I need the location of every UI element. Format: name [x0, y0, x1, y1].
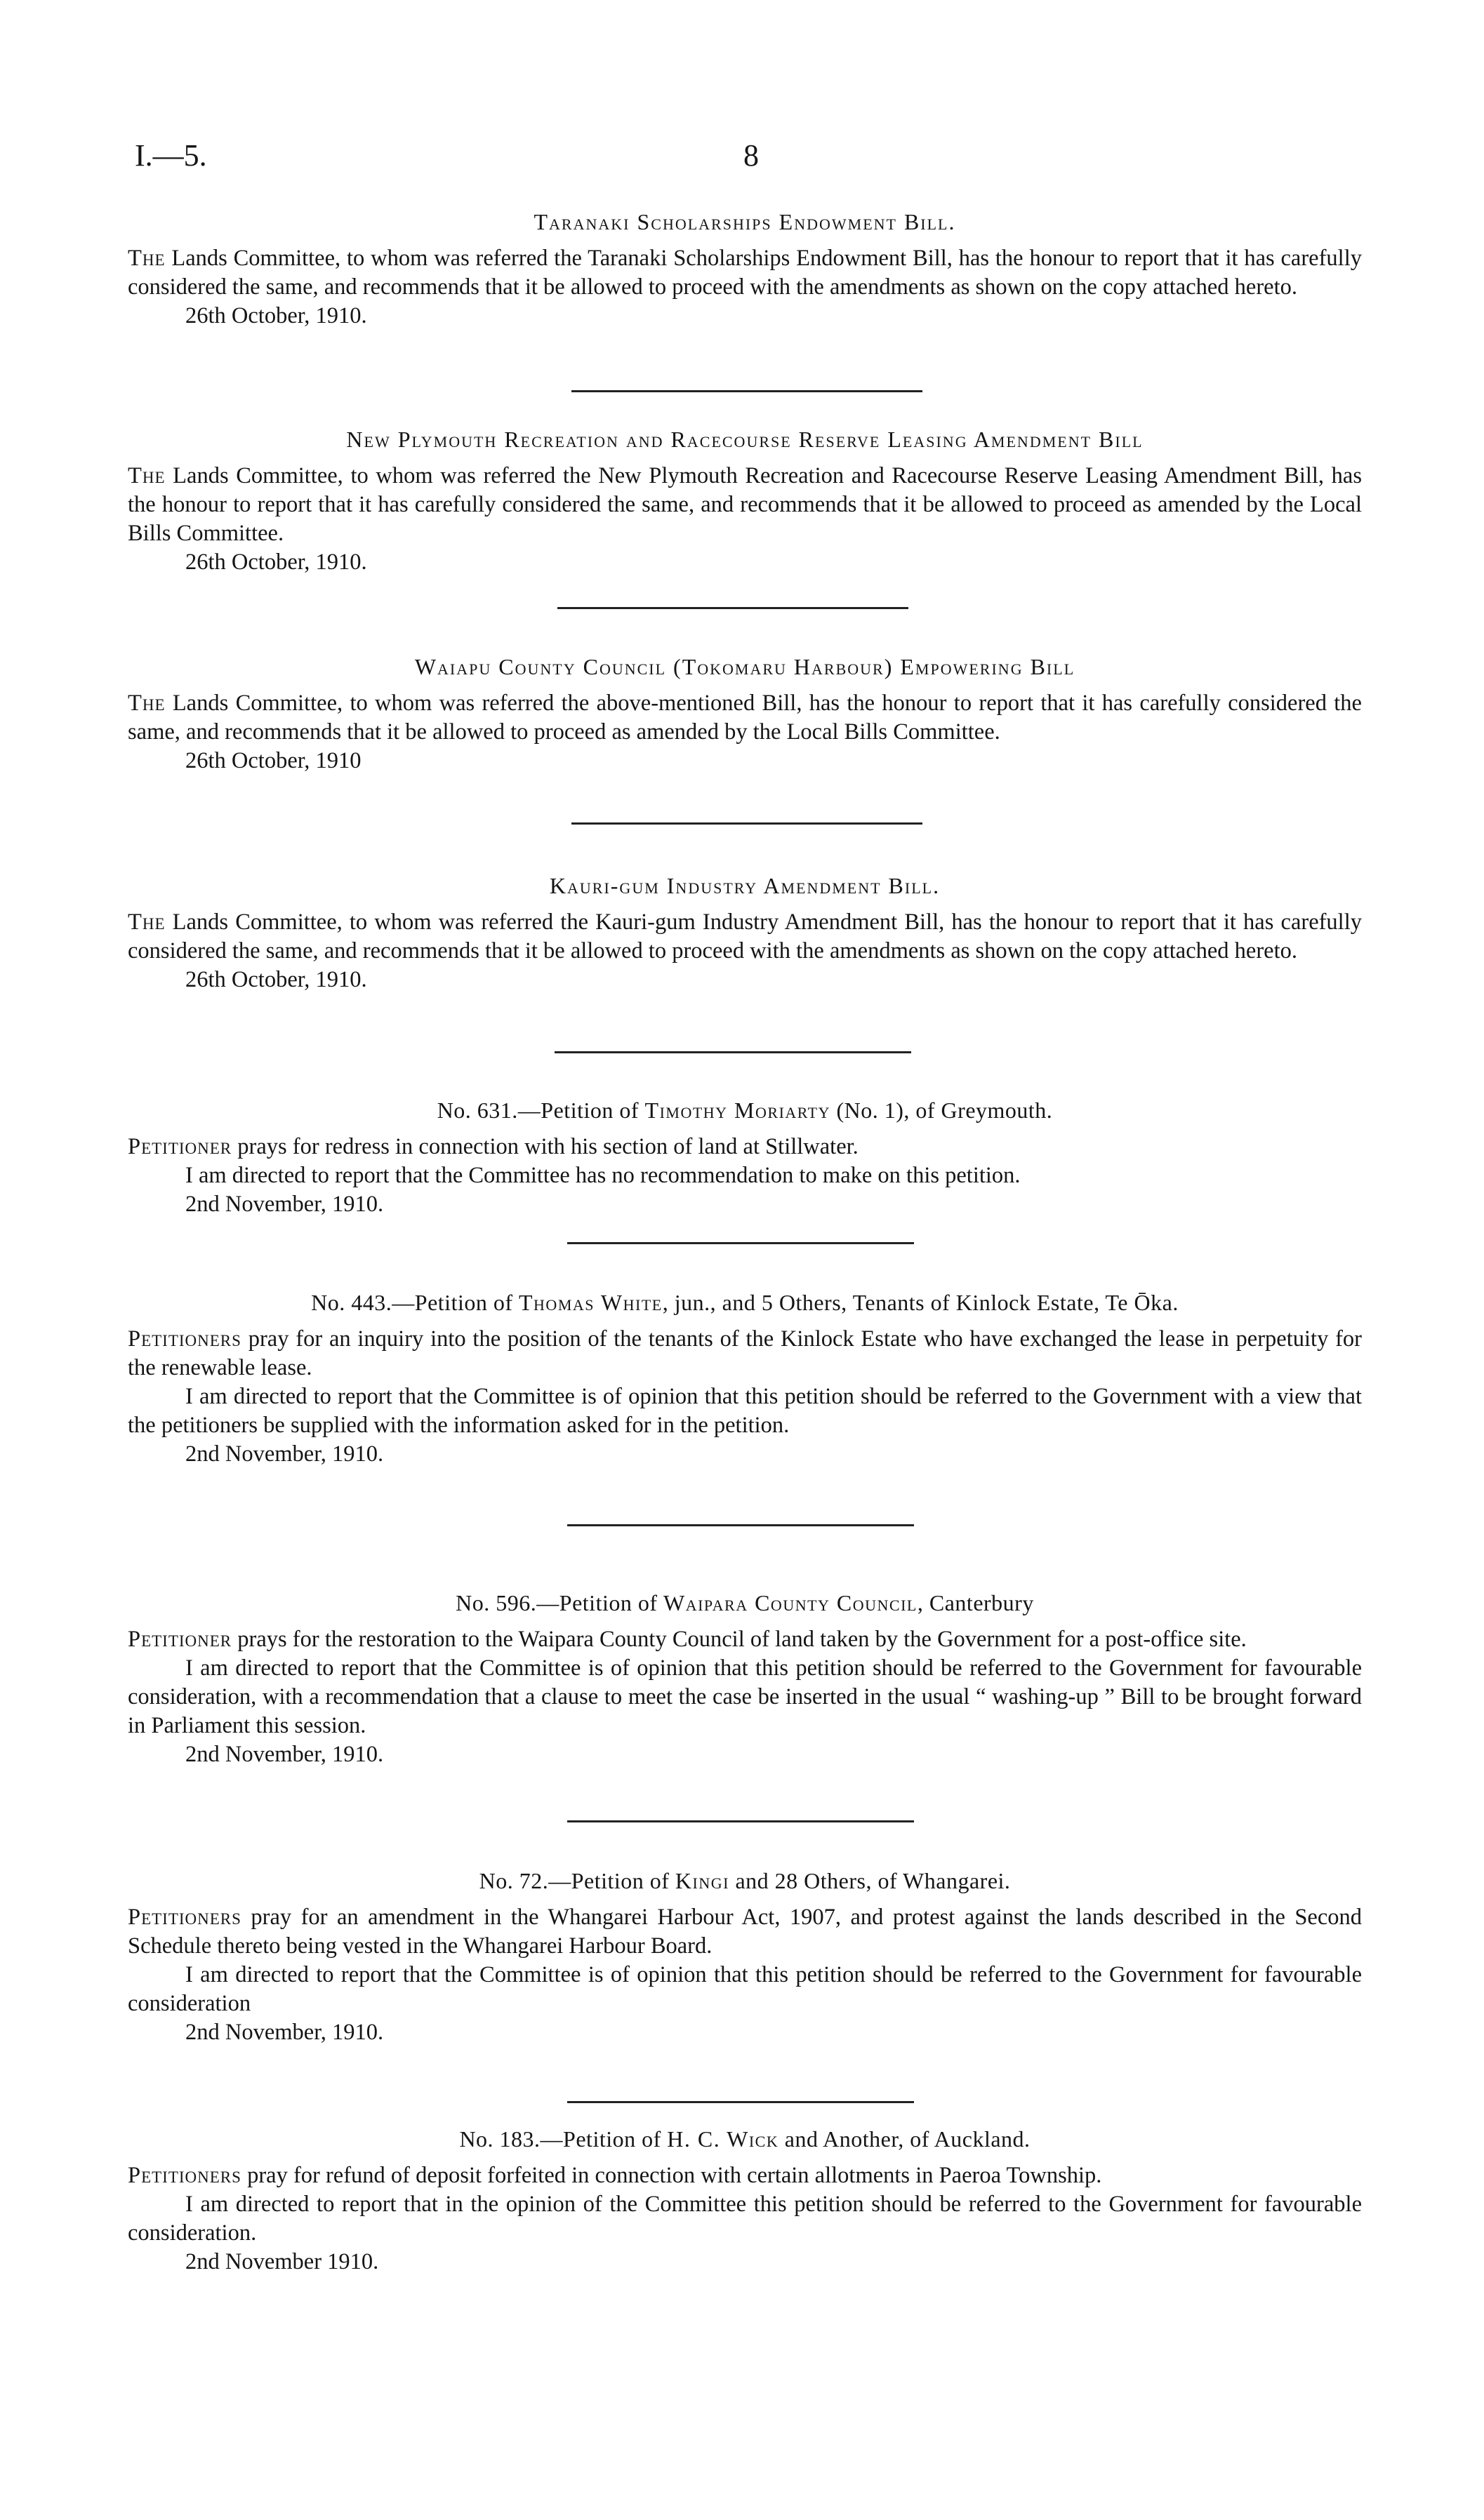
section-divider: [555, 1051, 911, 1053]
section-heading: Taranaki Scholarships Endowment Bill.: [534, 209, 956, 234]
section-taranaki-bill: [128, 208, 1362, 331]
section-body: Petitioners pray for an inquiry into the position of the tenants of the Kinlock Estate who have exchanged the lease in perpetuity for the renewable lease.: [128, 1326, 1362, 1380]
section-date: 2nd November, 1910.: [185, 1441, 384, 1467]
section-report: I am directed to report that the Committee is of opinion that this petition should be referred to the Government for favourable consideration, with a recommendation that a clause to meet the case be inserted in the usual “ washing-up ” Bill to be brought forward in Parliament this session.: [128, 1655, 1362, 1738]
section-report: I am directed to report that the Committee has no recommendation to make on this petition.: [185, 1163, 1021, 1188]
section-report: I am directed to report that the Committee is of opinion that this petition should be referred to the Government for favourable consideration: [128, 1962, 1362, 2016]
section-heading: No. 72.—Petition of Kingi and 28 Others, of Whangarei.: [479, 1868, 1011, 1893]
section-divider: [567, 1820, 914, 1822]
section-date: 26th October, 1910.: [185, 303, 367, 328]
section-date: 2nd November 1910.: [185, 2249, 379, 2274]
section-body: Petitioners pray for an amendment in the Whangarei Harbour Act, 1907, and protest against the lands described in the Second Schedule thereto being vested in the Whangarei Harbour Board.: [128, 1905, 1362, 1959]
section-petition-443: [128, 1288, 1362, 1469]
section-new-plymouth-bill: [128, 425, 1362, 577]
section-divider: [567, 1524, 914, 1526]
section-heading: Kauri-gum Industry Amendment Bill.: [549, 873, 941, 898]
section-waiapu-bill: [128, 653, 1362, 775]
section-heading: Waiapu County Council (Tokomaru Harbour) Empowering Bill: [414, 654, 1075, 679]
section-heading: No. 183.—Petition of H. C. Wick and Another, of Auckland.: [459, 2126, 1031, 2152]
section-divider: [571, 822, 922, 825]
section-petition-596: [128, 1589, 1362, 1769]
section-heading: No. 631.—Petition of Timothy Moriarty (No. 1), of Greymouth.: [437, 1098, 1053, 1123]
section-date: 26th October, 1910.: [185, 549, 367, 575]
section-kauri-gum-bill: [128, 872, 1362, 994]
paper-reference: I.—5.: [135, 138, 207, 173]
section-date: 2nd November, 1910.: [185, 2020, 384, 2045]
section-body: The Lands Committee, to whom was referred the New Plymouth Recreation and Racecourse Reserve Leasing Amendment Bill, has the honour to report that it has carefully considered the same, and recommends that it be allowed to proceed as amended by the Local Bills Committee.: [128, 463, 1362, 546]
section-divider: [571, 390, 922, 392]
section-divider: [567, 2101, 914, 2103]
section-date: 26th October, 1910: [185, 748, 362, 773]
section-heading: No. 443.—Petition of Thomas White, jun., and 5 Others, Tenants of Kinlock Estate, Te Ōka.: [311, 1290, 1179, 1315]
section-heading: No. 596.—Petition of Waipara County Council, Canterbury: [456, 1590, 1034, 1615]
section-body: Petitioner prays for redress in connection with his section of land at Stillwater.: [128, 1134, 859, 1159]
section-body: The Lands Committee, to whom was referred the Taranaki Scholarships Endowment Bill, has the honour to report that it has carefully considered the same, and recommends that it be allowed to proceed with the amendments as shown on the copy attached hereto.: [128, 246, 1362, 300]
section-date: 2nd November, 1910.: [185, 1742, 384, 1767]
section-heading: New Plymouth Recreation and Racecourse Reserve Leasing Amendment Bill: [346, 427, 1144, 452]
section-date: 26th October, 1910.: [185, 967, 367, 992]
section-petition-72: [128, 1867, 1362, 2047]
section-body: The Lands Committee, to whom was referred the above-mentioned Bill, has the honour to report that it has carefully considered the same, and recommends that it be allowed to proceed as amended by the Local Bills Committee.: [128, 691, 1362, 745]
section-divider: [557, 607, 908, 609]
section-report: I am directed to report that in the opinion of the Committee this petition should be referred to the Government for favourable consideration.: [128, 2192, 1362, 2246]
section-date: 2nd November, 1910.: [185, 1192, 384, 1217]
section-divider: [567, 1242, 914, 1244]
page-number: 8: [743, 138, 759, 173]
section-report: I am directed to report that the Committee is of opinion that this petition should be referred to the Government with a view that the petitioners be supplied with the information asked for in the petition.: [128, 1384, 1362, 1438]
section-body: Petitioners pray for refund of deposit forfeited in connection with certain allotments in Paeroa Township.: [128, 2163, 1102, 2188]
section-body: The Lands Committee, to whom was referred the Kauri-gum Industry Amendment Bill, has the honour to report that it has carefully considered the same, and recommends that it be allowed to proceed with the amendments as shown on the copy attached hereto.: [128, 909, 1362, 964]
section-body: Petitioner prays for the restoration to the Waipara County Council of land taken by the Government for a post-office site.: [128, 1627, 1247, 1652]
section-petition-183: [128, 2125, 1362, 2276]
section-petition-631: [128, 1096, 1362, 1219]
